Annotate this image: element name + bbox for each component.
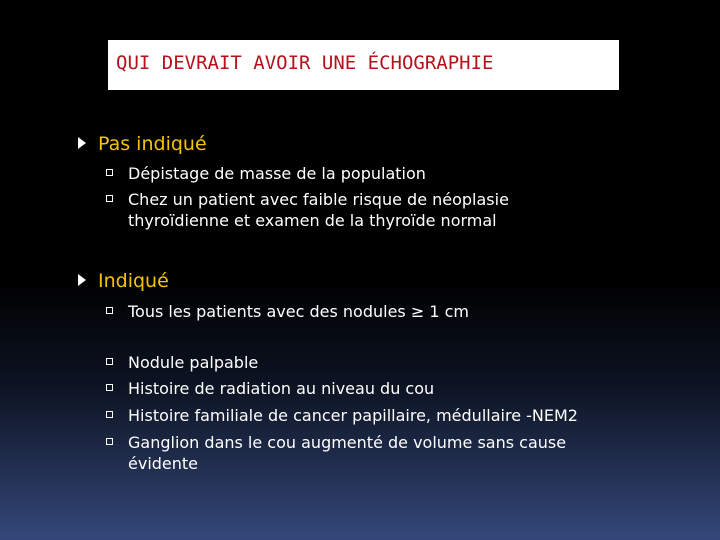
list-item: Chez un patient avec faible risque de néoplasie thyroïdienne et examen de la thyroïde normal (106, 189, 509, 231)
list-item: Nodule palpable (106, 352, 258, 373)
slide-title: QUI DEVRAIT AVOIR UNE ÉCHOGRAPHIE (116, 52, 494, 74)
square-bullet-icon (106, 195, 113, 202)
square-bullet-icon (106, 169, 113, 176)
triangle-bullet-icon (78, 274, 86, 286)
list-item: Ganglion dans le cou augmenté de volume sans cause évidente (106, 432, 566, 474)
square-bullet-icon (106, 438, 113, 445)
list-item: Dépistage de masse de la population (106, 163, 426, 184)
title-box (108, 40, 619, 90)
square-bullet-icon (106, 358, 113, 365)
square-bullet-icon (106, 384, 113, 391)
section-heading-indique: Indiqué (78, 270, 169, 292)
square-bullet-icon (106, 307, 113, 314)
list-item: Histoire de radiation au niveau du cou (106, 378, 434, 399)
list-item: Tous les patients avec des nodules ≥ 1 cm (106, 301, 469, 322)
triangle-bullet-icon (78, 137, 86, 149)
section-heading-pas-indique: Pas indiqué (78, 133, 207, 155)
list-item: Histoire familiale de cancer papillaire, médullaire -NEM2 (106, 405, 578, 426)
square-bullet-icon (106, 411, 113, 418)
